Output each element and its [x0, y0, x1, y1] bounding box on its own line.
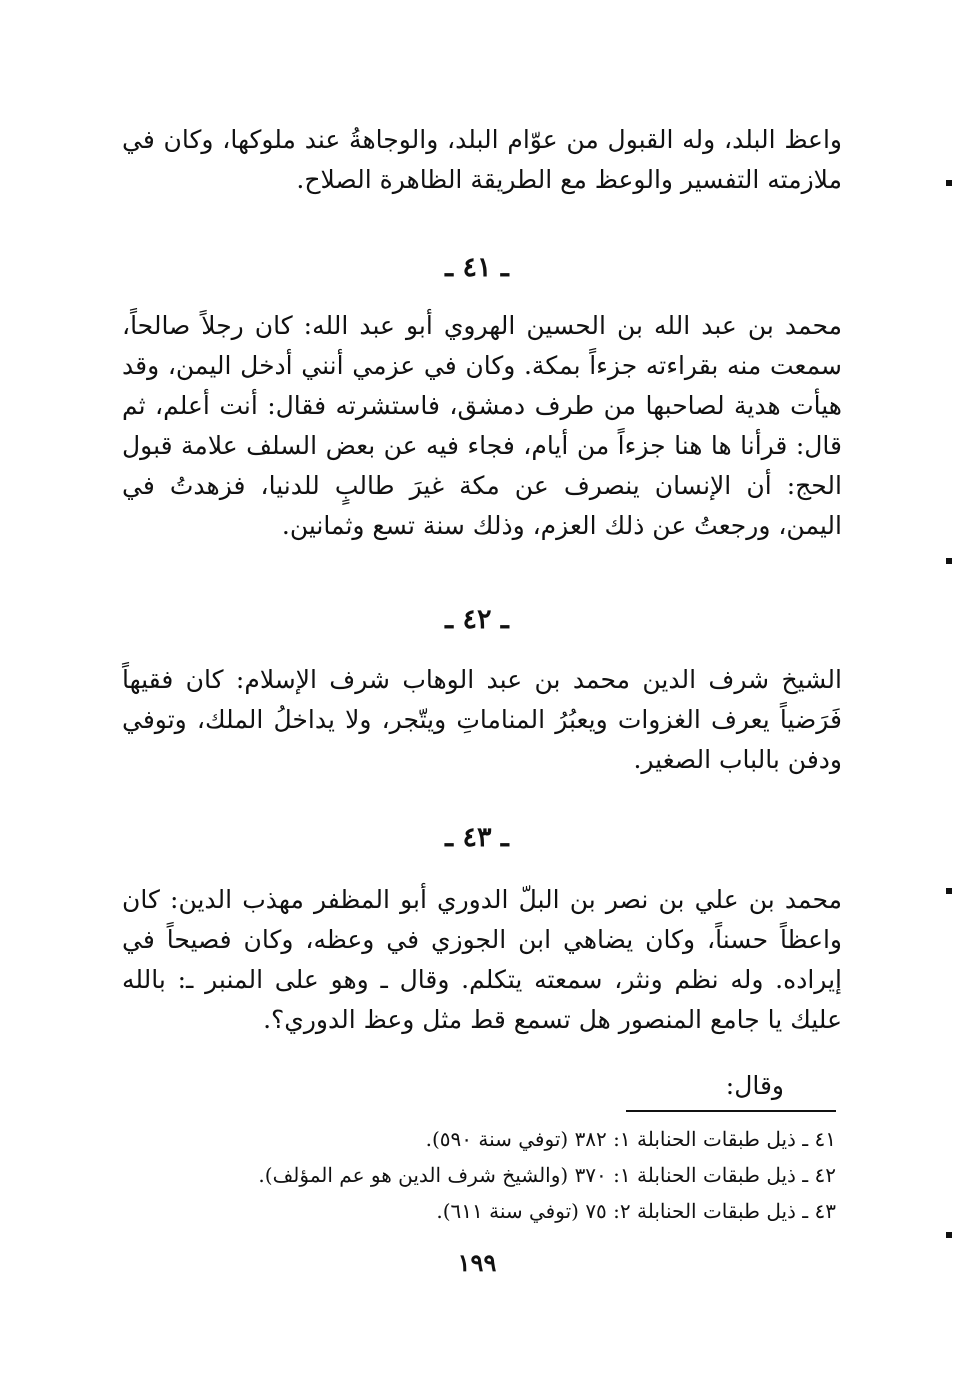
footnote-41: ٤١ ـ ذيل طبقات الحنابلة ١: ٣٨٢ (توفي سنة ٥٩٠).: [425, 1127, 836, 1151]
footnote-42: ٤٢ ـ ذيل طبقات الحنابلة ١: ٣٧٠ (والشيخ شرف الدين هو عم المؤلف).: [258, 1163, 836, 1187]
page-number: ١٩٩: [457, 1248, 497, 1277]
paragraph-continuation: وقال:: [725, 1071, 784, 1100]
scan-margin-dot: [946, 1232, 952, 1238]
scan-margin-dot: [946, 888, 952, 894]
paragraph-entry-41: محمد بن عبد الله بن الحسين الهروي أبو عبد الله: كان رجلاً صالحاً، سمعت منه بقراءته جزءاً بمكة. وكان في عزمي أنني أدخل اليمن، وقد هيأت هدية لصاحبها من طرف دمشق، فاستشرته فقال: أنت أعلم، ثم قال: قرأنا ها هنا جزءاً من أيام، فجاء فيه عن بعض السلف علامة قبول الحج: أن الإنسان ينصرف عن مكة غيرَ طالبٍ للدنيا، فزهدتُ في اليمن، ورجعتُ عن ذلك العزم، وذلك سنة تسع وثمانين.: [122, 311, 842, 540]
footnote-divider: [626, 1110, 836, 1112]
scan-margin-dot: [946, 180, 952, 186]
paragraph-intro: واعظ البلد، وله القبول من عوّام البلد، والوجاهةُ عند ملوكها، وكان في ملازمته التفسير والوعظ مع الطريقة الظاهرة الصلاح.: [122, 125, 842, 194]
paragraph-entry-43: محمد بن علي بن نصر بن البلّ الدوري أبو المظفر مهذب الدين: كان واعظاً حسناً، وكان يضاهي ابن الجوزي في وعظه، وكان فصيحاً في إيراده. وله نظم ونثر، سمعته يتكلم. وقال ـ وهو على المنبر ـ: بالله عليك يا جامع المنصور هل تسمع قط مثل وعظ الدوري؟.: [122, 885, 842, 1034]
paragraph-entry-42: الشيخ شرف الدين محمد بن عبد الوهاب شرف الإسلام: كان فقيهاً فَرَضياً يعرف الغزوات ويعبُرُ المناماتِ ويتّجر، ولا يداخلُ الملك، وتوفي ودفن بالباب الصغير.: [122, 665, 842, 774]
footnote-43: ٤٣ ـ ذيل طبقات الحنابلة ٢: ٧٥ (توفي سنة ٦١١).: [436, 1199, 836, 1223]
entry-number-41: ـ ٤١ ـ: [445, 252, 509, 283]
entry-number-42: ـ ٤٢ ـ: [445, 604, 509, 635]
scan-margin-dot: [946, 558, 952, 564]
entry-number-43: ـ ٤٣ ـ: [445, 822, 509, 853]
